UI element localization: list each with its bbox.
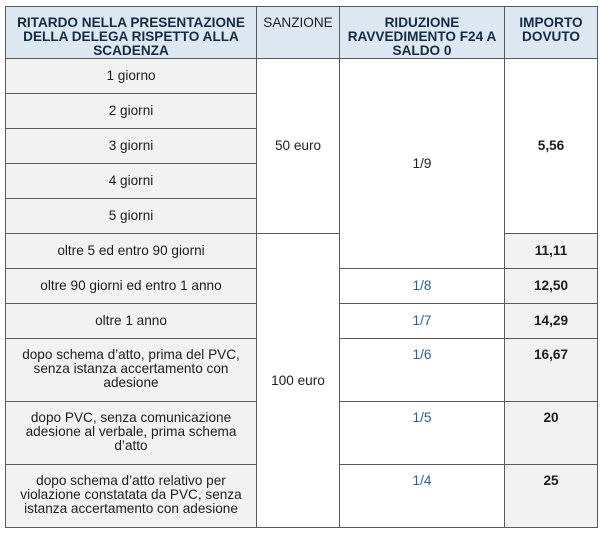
delay-cell: 5 giorni xyxy=(6,199,257,234)
amount-cell: 25 xyxy=(505,465,598,528)
header-amount: IMPORTO DOVUTO xyxy=(505,7,598,59)
delay-cell: 4 giorni xyxy=(6,164,257,199)
delay-cell: dopo PVC, senza comunicazione adesione al verbale, prima schema d’atto xyxy=(6,402,257,465)
reduction-cell: 1/7 xyxy=(340,304,505,339)
penalty-cell-100: 100 euro xyxy=(257,234,340,528)
amount-cell-5-56: 5,56 xyxy=(505,59,598,234)
delay-cell: oltre 90 giorni ed entro 1 anno xyxy=(6,269,257,304)
table-row xyxy=(6,234,598,269)
amount-cell: 11,11 xyxy=(505,234,598,269)
delay-cell: dopo schema d’atto relativo per violazione constatata da PVC, senza istanza accertamento con adesione xyxy=(6,465,257,528)
delay-cell: dopo schema d’atto, prima del PVC, senza istanza accertamento con adesione xyxy=(6,339,257,402)
amount-cell: 12,50 xyxy=(505,269,598,304)
table-container xyxy=(5,6,598,528)
penalty-table xyxy=(5,6,598,528)
delay-cell: 3 giorni xyxy=(6,129,257,164)
reduction-cell-1-9: 1/9 xyxy=(340,59,505,269)
header-reduction: RIDUZIONE RAVVEDIMENTO F24 A SALDO 0 xyxy=(340,7,505,59)
reduction-cell: 1/5 xyxy=(340,402,505,465)
reduction-cell: 1/8 xyxy=(340,269,505,304)
penalty-cell-50: 50 euro xyxy=(257,59,340,234)
delay-cell: 2 giorni xyxy=(6,94,257,129)
delay-cell: oltre 1 anno xyxy=(6,304,257,339)
delay-cell: oltre 5 ed entro 90 giorni xyxy=(6,234,257,269)
amount-cell: 20 xyxy=(505,402,598,465)
delay-cell: 1 giorno xyxy=(6,59,257,94)
header-penalty: SANZIONE xyxy=(257,7,340,59)
header-row xyxy=(6,7,598,59)
amount-cell: 14,29 xyxy=(505,304,598,339)
header-delay: RITARDO NELLA PRESENTAZIONE DELLA DELEGA RISPETTO ALLA SCADENZA xyxy=(6,7,257,59)
table-row xyxy=(6,59,598,94)
reduction-cell: 1/6 xyxy=(340,339,505,402)
amount-cell: 16,67 xyxy=(505,339,598,402)
reduction-cell: 1/4 xyxy=(340,465,505,528)
